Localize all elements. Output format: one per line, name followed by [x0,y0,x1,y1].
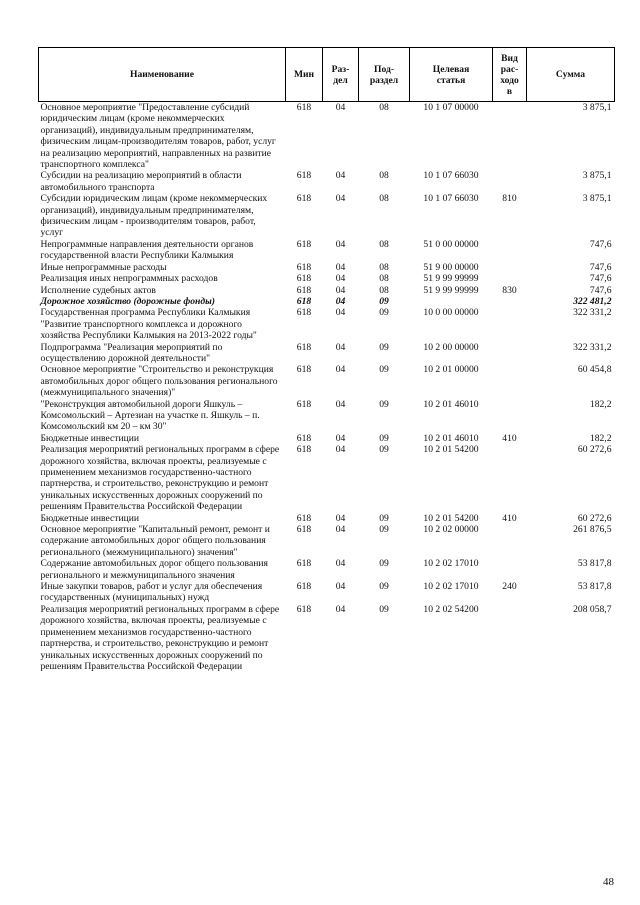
cell-expense-type [493,170,527,193]
cell-section: 04 [335,102,346,113]
cell-target-article: 51 9 99 99999 [423,284,479,296]
cell-target-article: 10 2 01 00000 [423,364,479,376]
table-row [39,342,615,365]
table-row [39,273,615,284]
table-body [39,102,615,673]
cell-target-article: 10 2 00 00000 [423,341,479,353]
cell-expense-type [493,558,527,581]
cell-sum: 747,6 [589,273,612,285]
cell-name: Исполнение судебных актов [40,284,156,296]
cell-sum: 747,6 [589,261,612,273]
cell-expense-type [493,296,527,307]
cell-subsection: 08 [379,273,389,285]
cell-ministry: 618 [296,558,312,570]
cell-subsection: 09 [379,581,389,593]
table-row [39,102,615,171]
cell-expense-type [493,524,527,558]
cell-target-article: 10 2 01 54200 [423,512,479,524]
table-header [39,48,615,102]
cell-ministry: 618 [296,273,312,285]
table-row [39,285,615,296]
cell-ministry: 618 [296,581,312,593]
table-row [39,433,615,444]
cell-name: "Реконструкция автомобильной дороги Яшкуль – Комсомольский – Артезиан на участке п. Яшкуль – п. Комсомольский км 20 – км 30" [40,398,260,433]
cell-sum: 182,2 [589,432,612,444]
table-row [39,296,615,307]
cell-section: 04 [335,261,346,273]
cell-sum: 60 272,6 [577,512,612,524]
cell-section: 04 [335,524,346,536]
table-row [39,262,615,273]
cell-sum: 60 454,8 [577,364,612,376]
cell-name: Подпрограмма "Реализация мероприятий по осуществлению дорожной деятельности" [40,341,223,364]
cell-name: Бюджетные инвестиции [40,432,139,444]
cell-section: 04 [335,581,346,593]
cell-subsection: 09 [379,341,389,353]
cell-ministry: 618 [296,341,312,353]
cell-ministry: 618 [296,512,312,524]
cell-name: Реализация мероприятий региональных программ в сфере дорожного хозяйства, включая проекты, реализуемые с применением механизмов государственно-частного партнерства, и строительство, реконструкцию и ремонт уникальных искусственных дорожных сооружений по решениям Правительства Российской Федерации [40,603,280,672]
cell-name: Государственная программа Республики Калмыкия "Развитие транспортного комплекса и дорожного хозяйства Республики Калмыкия на 2013-2022 годы" [40,307,257,342]
table-row [39,604,615,672]
cell-sum: 322 331,2 [573,341,612,353]
table-row [39,307,615,341]
cell-section: 04 [335,558,346,570]
cell-section: 04 [335,273,346,285]
cell-subsection: 08 [379,261,389,273]
cell-subsection: 09 [379,524,389,536]
page-number: 48 [603,876,614,888]
header-sum: Сумма [527,48,615,102]
cell-sum: 53 817,8 [577,581,612,593]
cell-name: Содержание автомобильных дорог общего пользования регионального и межмуниципального значения [40,558,268,581]
cell-ministry: 618 [296,284,312,296]
cell-subsection: 09 [379,295,389,307]
cell-expense-type: 410 [502,512,517,524]
cell-ministry: 618 [296,261,312,273]
cell-sum: 747,6 [589,284,612,296]
cell-expense-type: 410 [502,432,517,444]
cell-section: 04 [335,295,346,307]
budget-table [38,47,615,672]
table-row [39,364,615,398]
cell-expense-type [493,342,527,365]
header-subsection: Под- раздел [359,48,410,102]
cell-ministry: 618 [296,193,312,205]
cell-target-article: 10 2 02 17010 [423,558,479,570]
cell-expense-type [493,364,527,398]
cell-subsection: 09 [379,364,389,376]
table-row [39,524,615,558]
cell-section: 04 [335,603,346,615]
table-row [39,581,615,604]
cell-subsection: 08 [379,284,389,296]
cell-section: 04 [335,193,346,205]
cell-target-article: 10 2 01 46010 [423,432,479,444]
cell-name: Реализация мероприятий региональных программ в сфере дорожного хозяйства, включая проекты, реализуемые с применением механизмов государственно-частного партнерства, и строительство, реконструкцию и ремонт уникальных искусственных дорожных сооружений по решениям Правительства Российской Федерации [40,444,280,513]
cell-expense-type: 830 [502,284,517,296]
table-row [39,444,615,512]
cell-expense-type [493,604,527,672]
cell-subsection: 09 [379,307,389,319]
cell-name: Иные непрограммные расходы [40,261,167,273]
cell-name: Непрограммные направления деятельности органов государственной власти Республики Калмыкия [40,238,254,262]
cell-section: 04 [335,364,346,376]
cell-sum: 3 875,1 [582,170,612,182]
cell-target-article: 10 2 02 17010 [423,581,479,593]
cell-ministry: 618 [296,102,312,113]
cell-section: 04 [335,170,346,182]
table-row [39,239,615,262]
cell-subsection: 08 [379,193,389,205]
cell-ministry: 618 [296,295,312,307]
cell-name: Реализация иных непрограммных расходов [40,273,218,285]
cell-sum: 182,2 [589,398,612,410]
cell-target-article: 10 2 02 00000 [423,524,479,536]
cell-sum: 261 876,5 [573,524,612,536]
cell-name: Субсидии на реализацию мероприятий в области автомобильного транспорта [40,170,242,193]
cell-section: 04 [335,238,346,250]
cell-target-article: 10 1 07 66030 [423,193,479,205]
cell-name: Основное мероприятие "Предоставление субсидий юридическим лицам (кроме некоммерческих организаций), индивидуальным предпринимателям, физическим лицам-производителям товаров, работ, услуг на реализацию мероприятий, направленных на развитие транспортного комплекса" [40,102,276,171]
cell-expense-type: 240 [502,581,517,593]
document-page [38,47,614,672]
cell-ministry: 618 [296,444,312,456]
table-row [39,513,615,524]
cell-ministry: 618 [296,524,312,536]
cell-ministry: 618 [296,364,312,376]
cell-section: 04 [335,432,346,444]
cell-name: Основное мероприятие "Строительство и реконструкция автомобильных дорог общего пользования регионального (межмуниципального значения)" [40,364,278,399]
cell-section: 04 [335,444,346,456]
cell-section: 04 [335,341,346,353]
cell-ministry: 618 [296,238,312,250]
table-row [39,399,615,433]
header-section: Раз- дел [323,48,359,102]
cell-target-article: 10 2 02 54200 [423,603,479,615]
cell-name: Основное мероприятие "Капитальный ремонт, ремонт и содержание автомобильных дорог общего пользования регионального (межмуниципального) значения" [40,524,270,558]
cell-target-article: 10 2 01 46010 [423,398,479,410]
cell-sum: 53 817,8 [577,558,612,570]
cell-subsection: 08 [379,102,389,113]
cell-target-article: 51 0 00 00000 [423,238,479,250]
cell-subsection: 08 [379,170,389,182]
cell-ministry: 618 [296,398,312,410]
cell-sum: 3 875,1 [582,193,612,205]
cell-expense-type: 810 [502,193,517,205]
cell-target-article: 51 9 99 99999 [423,273,479,285]
cell-name: Дорожное хозяйство (дорожные фонды) [40,295,215,307]
cell-subsection: 08 [379,238,389,250]
cell-name: Бюджетные инвестиции [40,512,139,524]
cell-ministry: 618 [296,603,312,615]
cell-ministry: 618 [296,307,312,319]
cell-subsection: 09 [379,603,389,615]
cell-expense-type [493,444,527,512]
cell-target-article: 10 1 07 66030 [423,170,479,182]
cell-expense-type [493,273,527,284]
cell-section: 04 [335,512,346,524]
table-row [39,193,615,239]
cell-expense-type [493,399,527,433]
cell-section: 04 [335,284,346,296]
cell-subsection: 09 [379,558,389,570]
cell-sum: 322 481,2 [573,295,612,307]
cell-target-article [410,296,493,307]
cell-ministry: 618 [296,170,312,182]
cell-section: 04 [335,307,346,319]
cell-sum: 3 875,1 [582,102,612,113]
table-row [39,170,615,193]
cell-expense-type [493,307,527,341]
cell-subsection: 09 [379,398,389,410]
header-target-article: Целевая статья [410,48,493,102]
cell-name: Субсидии юридическим лицам (кроме некоммерческих организаций), индивидуальным предпринимателям, физическим лицам - производителям товаров, работ, услуг [40,193,268,239]
cell-expense-type [493,102,527,171]
cell-sum: 60 272,6 [577,444,612,456]
cell-expense-type [493,239,527,262]
cell-name: Иные закупки товаров, работ и услуг для обеспечения государственных (муниципальных) нужд [40,581,263,604]
cell-subsection: 09 [379,444,389,456]
cell-target-article: 51 9 00 00000 [423,261,479,273]
cell-sum: 322 331,2 [573,307,612,319]
cell-sum: 747,6 [589,238,612,250]
cell-ministry: 618 [296,432,312,444]
cell-sum: 208 058,7 [573,603,612,615]
cell-target-article: 10 0 00 00000 [423,307,479,319]
cell-subsection: 09 [379,432,389,444]
header-name: Наименование [39,48,286,102]
header-ministry: Мин [286,48,323,102]
cell-section: 04 [335,398,346,410]
header-expense-type: Вид рас- ходо в [493,48,527,102]
cell-expense-type [493,262,527,273]
cell-subsection: 09 [379,512,389,524]
table-row [39,558,615,581]
cell-target-article: 10 1 07 00000 [423,102,479,113]
cell-target-article: 10 2 01 54200 [423,444,479,456]
